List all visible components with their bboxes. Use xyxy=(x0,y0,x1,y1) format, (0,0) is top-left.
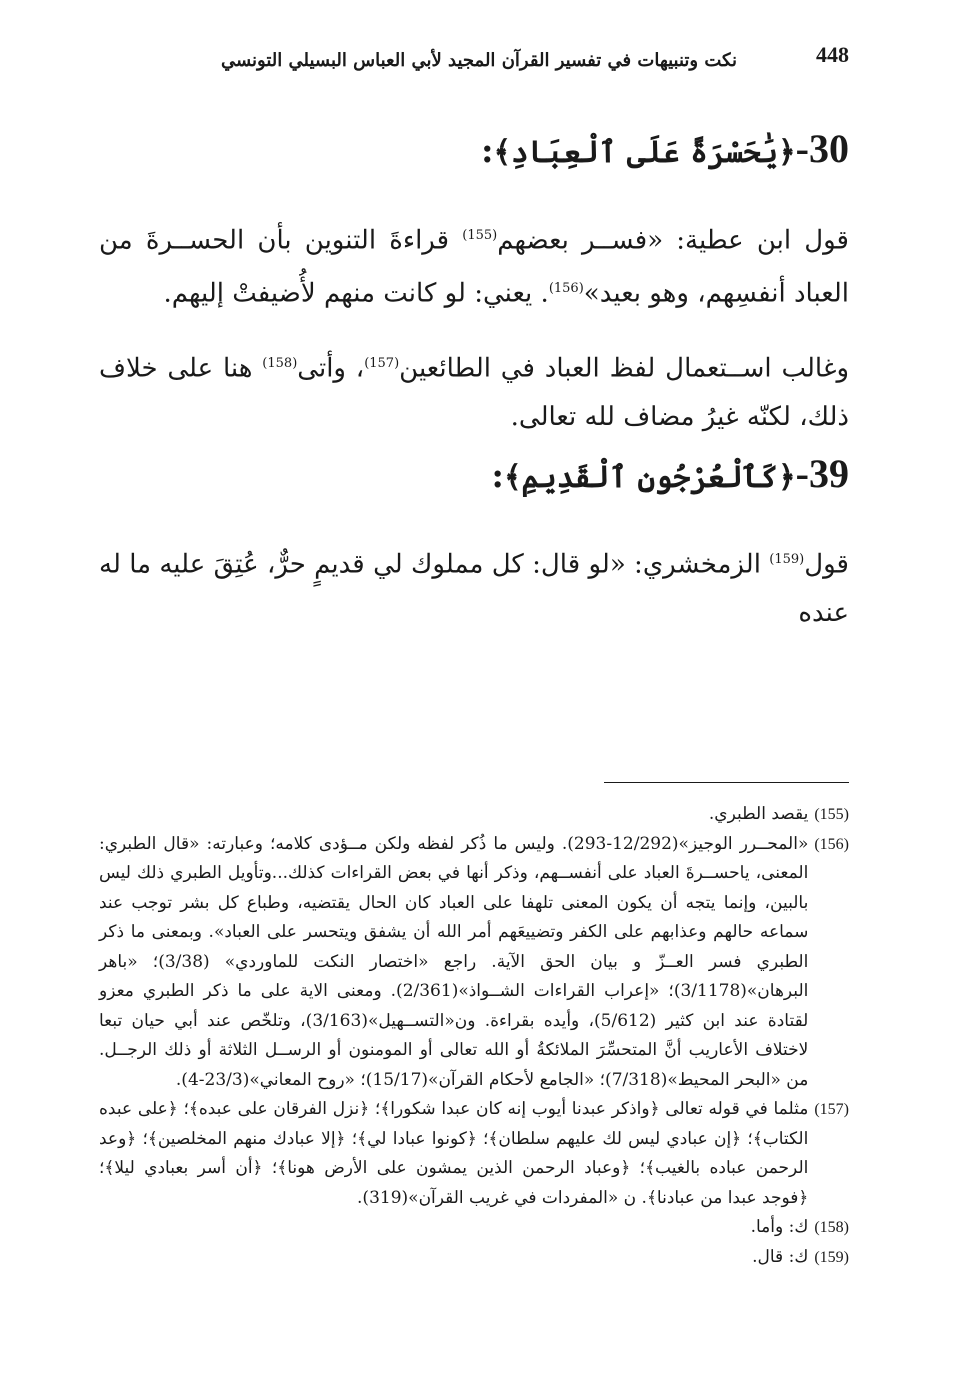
section-number: 39- xyxy=(795,451,849,496)
paragraph xyxy=(99,212,849,317)
page-number: 448 xyxy=(816,42,849,67)
footnote-ref[interactable]: (159) xyxy=(769,552,805,567)
paragraph-text: وغالب اســتعمال لفظ العباد في الطائعين xyxy=(399,353,850,384)
footnote-ref[interactable]: (156) xyxy=(548,280,584,296)
section-39 xyxy=(99,450,849,498)
verse-text: ﴿يَٰحَسْرَةً عَلَى ٱلْعِبَادِ﴾ xyxy=(493,135,796,170)
footnote xyxy=(99,1095,849,1213)
paragraph-text: الزمخشري: «لو قال: كل مملوك لي قديمٍ حرٌّ، عُتِقَ عليه ما له عنده xyxy=(99,549,849,628)
paragraph-text: قول ابن عطية: «فســر بعضهم xyxy=(497,225,849,256)
heading-colon: : xyxy=(491,456,504,496)
paragraph-text: هنا على خلاف ذلك، لكنّه غيرُ مضاف لله تعالى. xyxy=(99,353,849,432)
footnote-mark: (158) xyxy=(814,1219,849,1236)
footnote xyxy=(99,830,849,1096)
footnote xyxy=(99,1213,849,1243)
footnote-mark: (155) xyxy=(814,806,849,823)
footnote-mark: (159) xyxy=(814,1248,849,1266)
footnote-ref[interactable]: (158) xyxy=(262,356,298,371)
heading-colon: : xyxy=(480,131,494,171)
footnote-text: ك: وأما. xyxy=(750,1217,809,1237)
section-heading xyxy=(99,125,849,173)
footnote xyxy=(99,1243,849,1273)
section-heading xyxy=(99,450,849,498)
footnotes xyxy=(99,800,849,1272)
footnote-ref[interactable]: (157) xyxy=(364,356,400,371)
footnote-text: مثلما في قوله تعالى ﴿واذكر عبدنا أيوب إنه كان عبدا شكورا﴾؛ ﴿نزل الفرقان على عبده﴾؛ ﴿على عبده الكتاب﴾؛ ﴿إن عبادي ليس لك عليهم سلطان﴾؛ ﴿كونوا عبادا لي﴾؛ ﴿إلا عبادك منهم المخلصين﴾؛ ﴿وعد الرحمن عباده بالغيب﴾؛ ﴿وعباد الرحمن الذين يمشون على الأرض هونا﴾؛ ﴿أن أسر بعبادي ليلا﴾؛ ﴿فوجد عبدا من عبادنا﴾. ن «المفردات في غريب القرآن»(319). xyxy=(99,1099,809,1208)
footnote-text: ك: قال. xyxy=(752,1246,809,1267)
footnote-text: «المحــرر الوجيز»(12/292-293). وليس ما ذُكر لفظه ولكن مــؤدى كلامه؛ وعبارته: «قال الطبري: المعنى، ياحســرةَ العباد على أنفســهم، وذكر أنها في بعض القراءات كذلك...وتأويل الطبري ذلك ليس بالبين، وإنما يتجه أن يكون المعنى تلهفا على العباد كان الحال يقتضيه، وطباع كل بشر توجب عند سماعه حالهم وعذابهم على الكفر وتضييعَهم أمر الله أن يشفق ويتحسر على العباد». وبمعنى ما ذكر الطبري فسر العــزّ و بيان الحق الآية. راجع «اختصار النكت للماوردي» (3/38)؛ «باهر البرهان»(3/1178)؛ «إعراب القراءات الشــواذ»(2/361). ومعنى الاية على ما ذكر الطبري معزو لقتادة عند ابن كثير (5/612)، وأيده بقراءة. ون«التســهيل»(3/163)، وتلخّص عند أبي حيان تبعا لاختلاف الأعاريب أنَّ المتحسِّرَ الملائكةُ أو الله تعالى أو المومنون أو الرســل الثلاثة أو ذلك الرجــل. من «البحر المحيط»(7/318)؛ «الجامع لأحكام القرآن»(15/17)؛ «روح المعاني»(23/3-4). xyxy=(99,833,809,1090)
footnote-divider xyxy=(604,782,849,783)
footnote-mark: (156) xyxy=(814,835,849,853)
paragraph xyxy=(99,340,849,441)
verse-text: ﴿كَٱلْعُرْجُونِ ٱلْقَدِيمِ﴾ xyxy=(503,460,796,495)
footnote-ref[interactable]: (155) xyxy=(462,228,498,243)
paragraph-text: ، وأتى xyxy=(297,353,365,384)
footnote xyxy=(99,800,849,830)
paragraph-text: قراءةَ التنوين بأن الحســرةَ من العباد أنفسِهم، وهو بعيد» xyxy=(99,225,849,309)
footnote-text: يقصد الطبري. xyxy=(708,804,809,824)
footnote-mark: (157) xyxy=(814,1101,849,1118)
section-number: 30- xyxy=(795,126,849,171)
running-title: نكت وتنبيهات في تفسير القرآن المجيد لأبي العباس البسيلي التونسي xyxy=(220,50,737,71)
paragraph-text: . يعني: لو كانت منهم لأُضيفتْ إليهم. xyxy=(163,278,549,309)
section-30 xyxy=(99,125,849,173)
paragraph xyxy=(99,536,849,637)
paragraph-text: قول xyxy=(804,549,849,580)
